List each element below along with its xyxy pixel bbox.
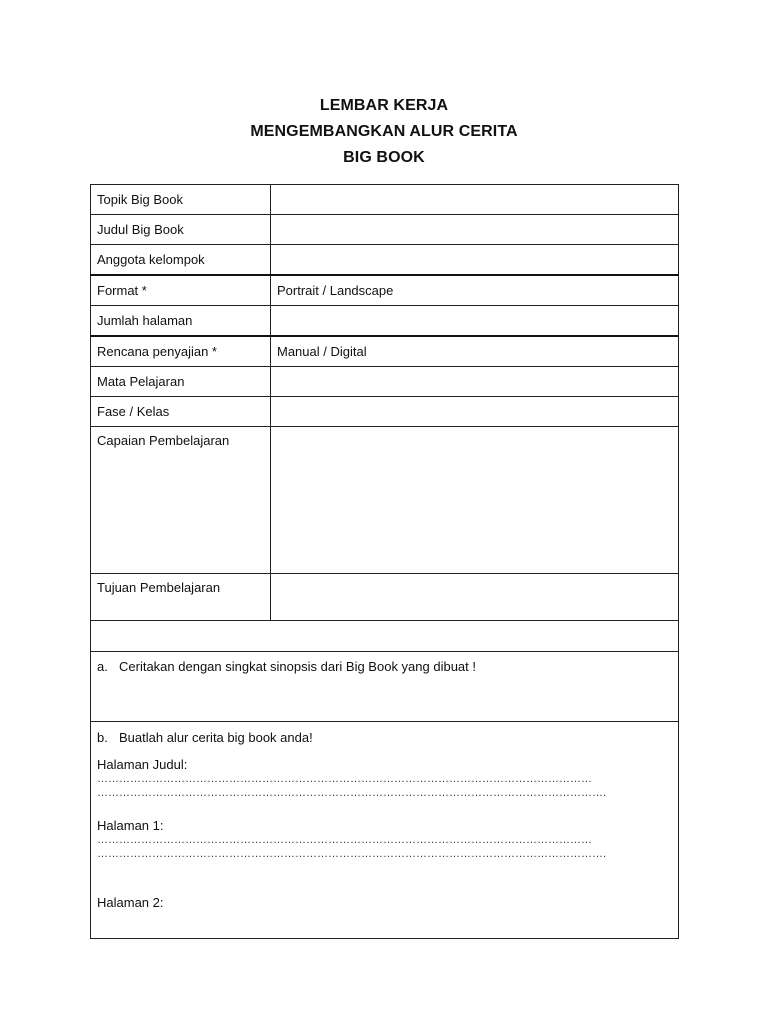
row-blank <box>91 621 679 652</box>
label-topik: Topik Big Book <box>91 185 271 215</box>
sinopsis-cell[interactable] <box>91 652 679 722</box>
halaman-1-space <box>97 861 672 895</box>
sinopsis-marker: a. <box>97 659 108 674</box>
label-rencana: Rencana penyajian * <box>91 336 271 367</box>
row-topik <box>91 185 679 215</box>
row-tujuan <box>91 574 679 621</box>
row-alur <box>91 722 679 939</box>
field-mapel[interactable] <box>271 367 679 397</box>
sinopsis-prompt <box>97 659 672 674</box>
field-jumlah[interactable] <box>271 306 679 337</box>
title-line-3: BIG BOOK <box>343 149 425 166</box>
halaman-1-dots-2[interactable]: …………………………………………………………………………………………………………………………. <box>97 848 607 860</box>
halaman-judul-dots-1[interactable]: ……………………………………………………………………………………………………………………… <box>97 773 592 785</box>
row-format <box>91 275 679 306</box>
field-fase[interactable] <box>271 397 679 427</box>
halaman-1-label: Halaman 1: <box>97 818 164 833</box>
row-judul <box>91 215 679 245</box>
alur-marker: b. <box>97 730 108 745</box>
row-capaian <box>91 427 679 574</box>
alur-prompt <box>97 730 672 745</box>
worksheet-table <box>90 184 679 939</box>
field-anggota[interactable] <box>271 245 679 276</box>
field-tujuan[interactable] <box>271 574 679 621</box>
title-line-1: LEMBAR KERJA <box>319 97 449 114</box>
field-rencana[interactable]: Manual / Digital <box>271 336 679 367</box>
title-line-2: MENGEMBANGKAN ALUR CERITA <box>250 123 518 140</box>
field-capaian[interactable] <box>271 427 679 574</box>
label-jumlah: Jumlah halaman <box>91 306 271 337</box>
row-anggota <box>91 245 679 276</box>
row-rencana <box>91 336 679 367</box>
alur-cell[interactable] <box>91 722 679 939</box>
label-mapel: Mata Pelajaran <box>91 367 271 397</box>
alur-text: Buatlah alur cerita big book anda! <box>119 730 313 745</box>
halaman-judul-dots-2[interactable]: …………………………………………………………………………………………………………………………. <box>97 787 607 799</box>
halaman-1-dots-1[interactable]: ……………………………………………………………………………………………………………………… <box>97 834 592 846</box>
halaman-judul-label: Halaman Judul: <box>97 757 188 772</box>
row-mapel <box>91 367 679 397</box>
row-fase <box>91 397 679 427</box>
worksheet-title <box>0 93 768 171</box>
row-sinopsis <box>91 652 679 722</box>
field-format[interactable]: Portrait / Landscape <box>271 275 679 306</box>
halaman-2-label: Halaman 2: <box>97 895 164 910</box>
row-jumlah <box>91 306 679 337</box>
label-format: Format * <box>91 275 271 306</box>
label-fase: Fase / Kelas <box>91 397 271 427</box>
field-topik[interactable] <box>271 185 679 215</box>
field-judul[interactable] <box>271 215 679 245</box>
blank-cell[interactable] <box>91 621 679 652</box>
label-judul: Judul Big Book <box>91 215 271 245</box>
sinopsis-text: Ceritakan dengan singkat sinopsis dari Big Book yang dibuat ! <box>119 659 476 674</box>
label-tujuan: Tujuan Pembelajaran <box>91 574 271 621</box>
label-anggota: Anggota kelompok <box>91 245 271 276</box>
label-capaian: Capaian Pembelajaran <box>91 427 271 574</box>
